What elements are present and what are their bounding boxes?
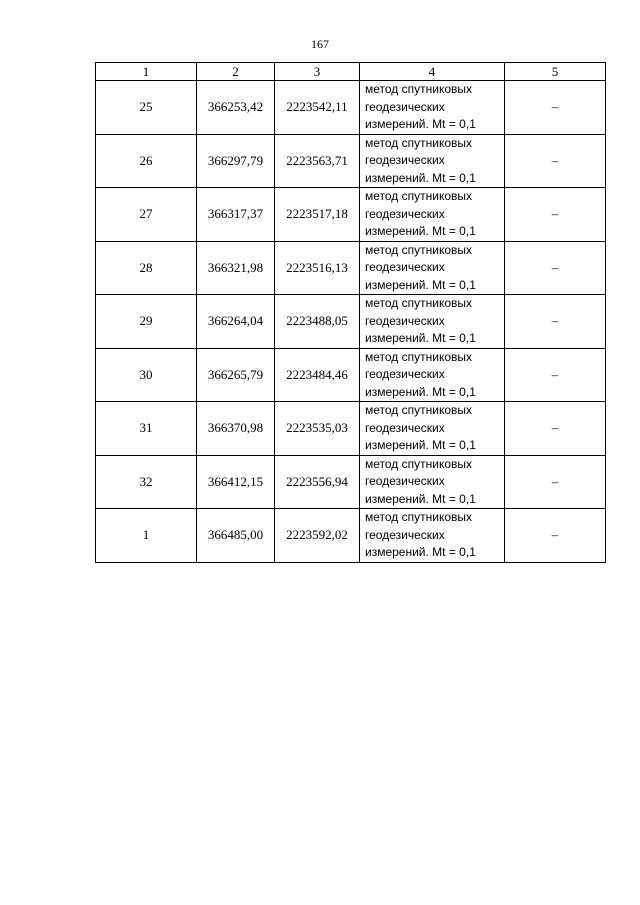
- y-coordinate-cell: 2223556,94: [275, 455, 360, 509]
- x-coordinate-cell: 366253,42: [197, 81, 275, 135]
- point-number-cell: 31: [96, 402, 197, 456]
- x-coordinate-cell: 366264,04: [197, 295, 275, 349]
- point-number-cell: 26: [96, 134, 197, 188]
- method-cell: метод спутниковых геодезических измерений. Mt = 0,1: [360, 295, 505, 349]
- y-coordinate-cell: 2223484,46: [275, 348, 360, 402]
- point-number-cell: 29: [96, 295, 197, 349]
- table-header-row: [96, 63, 606, 81]
- table-row: [96, 455, 606, 509]
- point-number-cell: 27: [96, 188, 197, 242]
- method-cell: метод спутниковых геодезических измерений. Mt = 0,1: [360, 402, 505, 456]
- y-coordinate-cell: 2223592,02: [275, 509, 360, 563]
- x-coordinate-cell: 366297,79: [197, 134, 275, 188]
- column-header: 1: [96, 63, 197, 81]
- note-cell: –: [505, 509, 606, 563]
- note-cell: –: [505, 241, 606, 295]
- x-coordinate-cell: 366485,00: [197, 509, 275, 563]
- note-cell: –: [505, 455, 606, 509]
- y-coordinate-cell: 2223517,18: [275, 188, 360, 242]
- method-cell: метод спутниковых геодезических измерений. Mt = 0,1: [360, 455, 505, 509]
- method-cell: метод спутниковых геодезических измерений. Mt = 0,1: [360, 188, 505, 242]
- x-coordinate-cell: 366370,98: [197, 402, 275, 456]
- x-coordinate-cell: 366265,79: [197, 348, 275, 402]
- note-cell: –: [505, 348, 606, 402]
- column-header: 4: [360, 63, 505, 81]
- point-number-cell: 28: [96, 241, 197, 295]
- method-cell: метод спутниковых геодезических измерений. Mt = 0,1: [360, 241, 505, 295]
- point-number-cell: 30: [96, 348, 197, 402]
- column-header: 2: [197, 63, 275, 81]
- y-coordinate-cell: 2223535,03: [275, 402, 360, 456]
- page-number: 167: [311, 37, 329, 51]
- point-number-cell: 25: [96, 81, 197, 135]
- method-cell: метод спутниковых геодезических измерений. Mt = 0,1: [360, 348, 505, 402]
- method-cell: метод спутниковых геодезических измерений. Mt = 0,1: [360, 81, 505, 135]
- note-cell: –: [505, 81, 606, 135]
- table-row: [96, 81, 606, 135]
- x-coordinate-cell: 366412,15: [197, 455, 275, 509]
- note-cell: –: [505, 188, 606, 242]
- column-header: 3: [275, 63, 360, 81]
- coordinates-table: [95, 62, 606, 563]
- table-row: [96, 348, 606, 402]
- point-number-cell: 32: [96, 455, 197, 509]
- table-row: [96, 188, 606, 242]
- point-number-cell: 1: [96, 509, 197, 563]
- note-cell: –: [505, 295, 606, 349]
- note-cell: –: [505, 134, 606, 188]
- table-row: [96, 295, 606, 349]
- y-coordinate-cell: 2223488,05: [275, 295, 360, 349]
- table-row: [96, 241, 606, 295]
- note-cell: –: [505, 402, 606, 456]
- method-cell: метод спутниковых геодезических измерений. Mt = 0,1: [360, 134, 505, 188]
- method-cell: метод спутниковых геодезических измерений. Mt = 0,1: [360, 509, 505, 563]
- table-row: [96, 509, 606, 563]
- x-coordinate-cell: 366317,37: [197, 188, 275, 242]
- y-coordinate-cell: 2223516,13: [275, 241, 360, 295]
- table-row: [96, 402, 606, 456]
- y-coordinate-cell: 2223542,11: [275, 81, 360, 135]
- x-coordinate-cell: 366321,98: [197, 241, 275, 295]
- y-coordinate-cell: 2223563,71: [275, 134, 360, 188]
- table-row: [96, 134, 606, 188]
- column-header: 5: [505, 63, 606, 81]
